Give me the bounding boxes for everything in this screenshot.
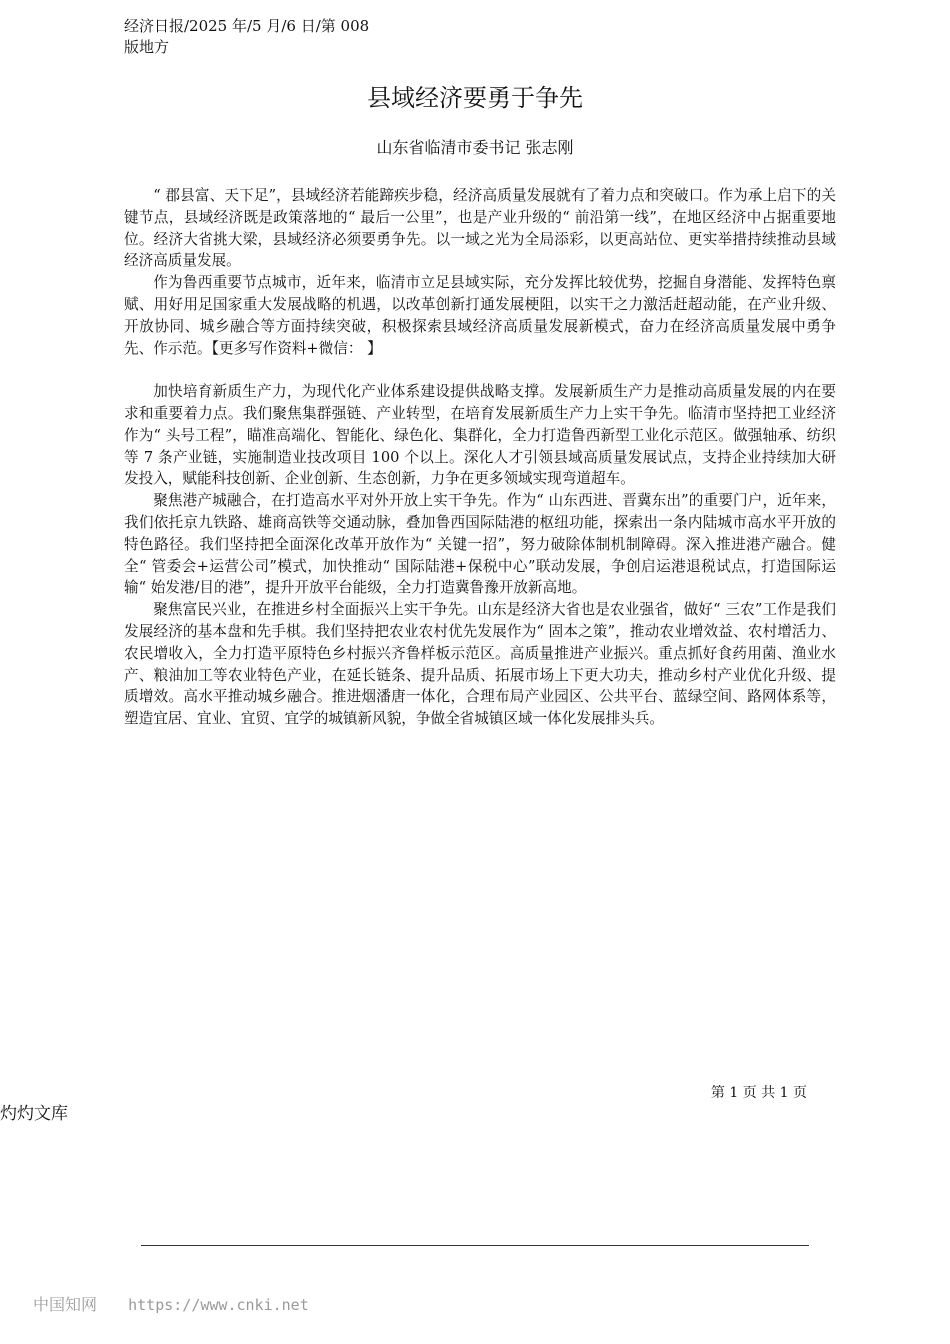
publication-header [124, 16, 369, 58]
paragraph: 加快培育新质生产力，为现代化产业体系建设提供战略支撑。发展新质生产力是推动高质量发展的内在要求和重要着力点。我们聚焦集群强链、产业转型，在培育发展新质生产力上实干争先。临清市坚持把工业经济作为“ 头号工程”，瞄准高端化、智能化、绿色化、集群化，全力打造鲁西新型工业化示范区。做强轴承、纺织等 7 条产业链，实施制造业技改项目 100 个以上。深化人才引领县域高质量发展试点，支持企业持续加大研发投入，赋能科技创新、企业创新、生态创新，力争在更多领域实现弯道超车。 [124, 383, 836, 488]
paragraph: “ 郡县富、天下足”，县域经济若能蹄疾步稳，经济高质量发展就有了着力点和突破口。作为承上启下的关键节点，县域经济既是政策落地的“ 最后一公里”，也是产业升级的“ 前沿第一线”，在地区经济中占据重要地位。经济大省挑大梁，县域经济必须要勇争先。以一域之光为全局添彩，以更高站位、更实举措持续推动县域经济高质量发展。 [124, 187, 836, 270]
paragraph: 聚焦富民兴业，在推进乡村全面振兴上实干争先。山东是经济大省也是农业强省，做好“ 三农”工作是我们发展经济的基本盘和先手棋。我们坚持把农业农村优先发展作为“ 固本之策”，推动农业增效益、农村增活力、农民增收入，全力打造平原特色乡村振兴齐鲁样板示范区。高质量推进产业振兴。重点抓好食药用菌、渔业水产、粮油加工等农业特色产业，在延长链条、提升品质、拓展市场上下更大功夫，推动乡村产业优化升级、提质增效。高水平推动城乡融合。推进烟潘唐一体化，合理布局产业园区、公共平台、蓝绿空间、路网体系等，塑造宜居、宜业、宜贸、宜学的城镇新风貌，争做全省城镇区域一体化发展排头兵。 [124, 601, 836, 728]
paragraph: 作为鲁西重要节点城市，近年来，临清市立足县域实际，充分发挥比较优势，挖掘自身潜能、发挥特色禀赋、用好用足国家重大发展战略的机遇，以改革创新打通发展梗阻，以实干之力激活赶超动能，在产业升级、开放协同、城乡融合等方面持续突破，积极探索县域经济高质量发展新模式，奋力在经济高质量发展中勇争先、作示范。【更多写作资料+微信： 】 [124, 274, 836, 357]
page-number: 第 1 页 共 1 页 [710, 1085, 807, 1101]
article-body [124, 185, 836, 730]
footer-divider [141, 1245, 809, 1246]
footer-site-name: 中国知网 [33, 1295, 98, 1314]
library-watermark: 灼灼文库 [0, 1104, 68, 1124]
footer [33, 1294, 309, 1316]
article-title: 县域经济要勇于争先 [367, 84, 583, 112]
footer-url-link[interactable]: https://www.cnki.net [128, 1296, 309, 1314]
section-label: 版地方 [124, 38, 170, 56]
article-byline: 山东省临清市委书记 张志刚 [376, 138, 574, 157]
paragraph: 聚焦港产城融合，在打造高水平对外开放上实干争先。作为“ 山东西进、晋冀东出”的重要门户，近年来，我们依托京九铁路、雄商高铁等交通动脉，叠加鲁西国际陆港的枢纽功能，探索出一条内陆城市高水平开放的特色路径。我们坚持把全面深化改革开放作为“ 关键一招”，努力破除体制机制障碍。深入推进港产融合。健全“ 管委会+运营公司”模式，加快推动“ 国际陆港+保税中心”联动发展，争创启运港退税试点，打造国际运输“ 始发港/目的港”，提升开放平台能级，全力打造冀鲁豫开放新高地。 [124, 492, 836, 597]
source-line: 经济日报/2025 年/5 月/6 日/第 008 [124, 17, 370, 35]
